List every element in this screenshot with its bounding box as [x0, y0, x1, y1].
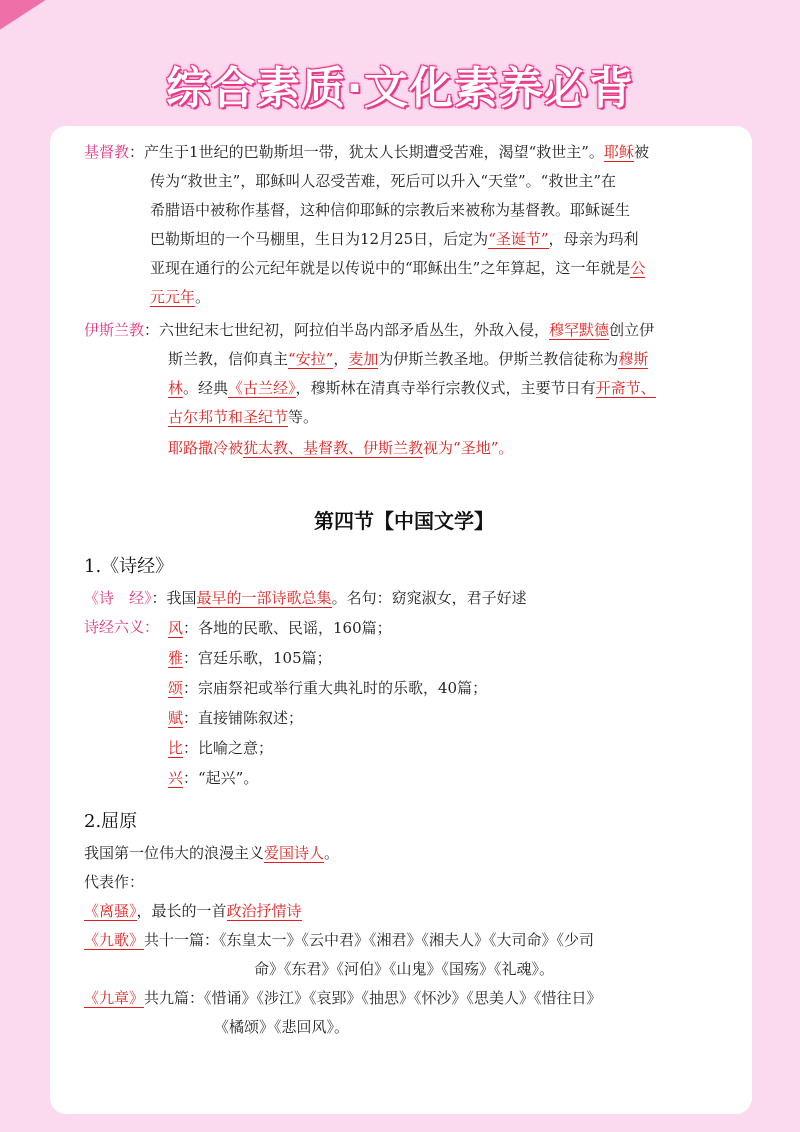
highlight-year-1-a: 公: [630, 259, 646, 277]
work-lisao: 《离骚》，最长的一首政治抒情诗: [84, 902, 302, 920]
quyuan-intro: 我国第一位伟大的浪漫主义爱国诗人。: [84, 844, 340, 862]
shijing-intro: 《诗 经》：我国最早的一部诗歌总集。名句：窈窕淑女，君子好逑: [84, 589, 527, 607]
corner-stripe: [0, 0, 210, 57]
islam-line-2: 斯兰教，信仰真主“安拉”，麦加为伊斯兰教圣地。伊斯兰教信徒称为穆斯: [168, 350, 649, 368]
christianity-line-1: 基督教：产生于1世纪的巴勒斯坦一带，犹太人长期遭受苦难，渴望“救世主”。耶稣被: [84, 143, 649, 161]
islam-block: [84, 316, 724, 463]
liuyi-item: 比：比喻之意；: [168, 739, 274, 757]
highlight-quran: 《古兰经》: [228, 379, 296, 397]
work-jiuzhang-cont: 《橘颂》《悲回风》。: [214, 1018, 350, 1036]
islam-line-5: 耶路撒冷被犹太教、基督教、伊斯兰教视为“圣地”。: [168, 439, 514, 457]
islam-line-4: 古尔邦节和圣纪节等。: [168, 408, 319, 426]
highlight-religions: 犹太教、基督教、伊斯兰教: [243, 439, 424, 457]
liuyi-item: 风：各地的民歌、民谣，160篇；: [168, 619, 392, 637]
christianity-line-2: 传为“救世主”，耶稣叫人忍受苦难，死后可以升入“天堂”。“救世主”在: [150, 172, 617, 190]
highlight-muhammad: 穆罕默德: [549, 321, 610, 339]
highlight-allah: “安拉”: [288, 350, 334, 368]
highlight-muslim-a: 穆斯: [618, 350, 649, 368]
highlight-jesus: 耶稣: [603, 143, 634, 161]
christianity-line-5: 亚现在通行的公元纪年就是以传说中的“耶稣出生”之年算起，这一年就是公: [150, 259, 646, 277]
highlight-earliest-anthology: 最早的一部诗歌总集: [196, 589, 332, 607]
highlight-muslim-b: 林: [168, 379, 184, 397]
highlight-festivals-b: 古尔邦节和圣纪节: [168, 408, 289, 426]
liuyi-label: 诗经六义：: [84, 618, 160, 636]
christianity-block: [84, 138, 724, 312]
works-label: 代表作：: [84, 873, 145, 891]
highlight-festivals-a: 开斋节、: [595, 379, 656, 397]
liuyi-item: 颂：宗庙祭祀或举行重大典礼时的乐歌，40篇；: [168, 679, 488, 697]
liuyi-item: 兴：“起兴”。: [168, 769, 259, 787]
highlight-christmas: “圣诞节”: [488, 230, 549, 248]
work-jiuzhang: 《九章》共九篇：《惜诵》《涉江》《哀郢》《抽思》《怀沙》《思美人》《惜往日》: [84, 989, 602, 1007]
christianity-line-3: 希腊语中被称作基督，这种信仰耶稣的宗教后来被称为基督教。耶稣诞生: [150, 201, 631, 219]
page-title: 综合素质·文化素养必背: [166, 63, 634, 114]
work-jiuge-cont: 命》《东君》《河伯》《山鬼》《国殇》《礼魂》。: [254, 960, 555, 978]
shijing-heading: 1.《诗经》: [84, 556, 174, 577]
work-jiuge: 《九歌》共十一篇：《东皇太一》《云中君》《湘君》《湘夫人》《大司命》《少司: [84, 931, 595, 949]
document-body: [84, 138, 724, 1042]
highlight-mecca: 麦加: [348, 350, 379, 368]
christianity-term: 基督教: [84, 143, 130, 161]
quyuan-heading: 2.屈原: [84, 811, 138, 832]
christianity-line-4: 巴勒斯坦的一个马棚里，生日为12月25日，后定为“圣诞节”，母亲为玛利: [150, 230, 639, 248]
highlight-patriotic-poet: 爱国诗人: [264, 844, 325, 862]
liuyi-item: 雅：宫廷乐歌，105篇；: [168, 649, 332, 667]
islam-term: 伊斯兰教: [84, 321, 145, 339]
shijing-term: 《诗 经》: [84, 589, 152, 607]
section-title: 第四节【中国文学】: [314, 509, 494, 533]
liuyi-item: 赋：直接铺陈叙述；: [168, 709, 304, 727]
shijing-liuyi: [84, 613, 724, 793]
highlight-year-1-b: 元元年: [150, 288, 196, 306]
christianity-line-6: 元元年。: [150, 288, 211, 306]
islam-line-1: 伊斯兰教：六世纪末七世纪初，阿拉伯半岛内部矛盾丛生，外敌入侵，穆罕默德创立伊: [84, 321, 655, 339]
islam-line-3: 林。经典《古兰经》，穆斯林在清真寺举行宗教仪式，主要节日有开斋节、: [168, 379, 656, 397]
